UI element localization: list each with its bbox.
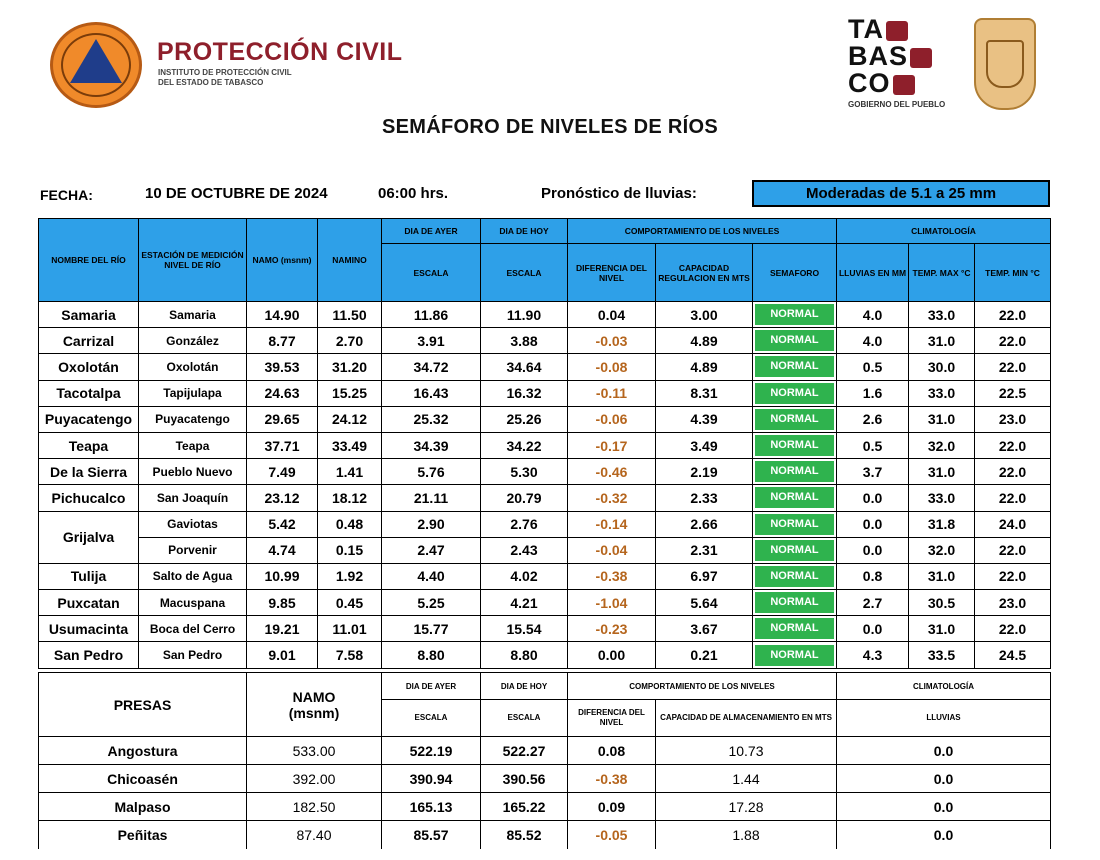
presa-escala-hoy-value: 165.22 (481, 793, 568, 821)
fecha-date: 10 DE OCTUBRE DE 2024 (145, 185, 328, 202)
diferencia-value: -0.17 (568, 432, 656, 458)
namino-value: 11.50 (318, 302, 382, 328)
escala-ayer-value: 2.90 (382, 511, 481, 537)
diferencia-value: -0.11 (568, 380, 656, 406)
lluvia-value: 4.0 (837, 302, 909, 328)
col-escala-hoy: ESCALA (481, 244, 568, 302)
semaforo-cell (753, 354, 837, 380)
forecast-label: Pronóstico de lluvias: (541, 185, 697, 202)
river-name: Usumacinta (39, 616, 139, 642)
namo-value: 29.65 (247, 406, 318, 432)
presa-namo-value: 87.40 (247, 821, 382, 849)
namo-value: 24.63 (247, 380, 318, 406)
diferencia-value: -0.08 (568, 354, 656, 380)
lluvia-value: 0.0 (837, 616, 909, 642)
presas-body (39, 737, 1051, 849)
temp-max-value: 31.0 (909, 406, 975, 432)
namino-value: 1.41 (318, 459, 382, 485)
presa-capacidad-value: 10.73 (656, 737, 837, 765)
temp-max-value: 33.0 (909, 302, 975, 328)
col-lluvias: LLUVIAS EN MM (837, 244, 909, 302)
diferencia-value: -0.14 (568, 511, 656, 537)
semaforo-cell (753, 328, 837, 354)
temp-min-value: 22.0 (975, 459, 1051, 485)
lluvia-value: 0.0 (837, 511, 909, 537)
table-row (39, 511, 1051, 537)
table-row (39, 590, 1051, 616)
presas-col-capacidad: CAPACIDAD DE ALMACENAMIENTO EN MTS (656, 700, 837, 737)
lluvia-value: 0.5 (837, 354, 909, 380)
namino-value: 2.70 (318, 328, 382, 354)
col-temp-max: TEMP. MAX °C (909, 244, 975, 302)
presas-col-diferencia: DIFERENCIA DEL NIVEL (568, 700, 656, 737)
namo-value: 9.01 (247, 642, 318, 668)
status-badge: NORMAL (755, 435, 834, 456)
presa-diferencia-value: -0.05 (568, 821, 656, 849)
status-badge: NORMAL (755, 487, 834, 508)
coat-of-arms-icon (974, 18, 1036, 110)
station-name: Samaria (139, 302, 247, 328)
escala-ayer-value: 8.80 (382, 642, 481, 668)
presa-diferencia-value: -0.38 (568, 765, 656, 793)
escala-hoy-value: 15.54 (481, 616, 568, 642)
temp-max-value: 33.0 (909, 380, 975, 406)
temp-min-value: 22.0 (975, 328, 1051, 354)
semaforo-cell (753, 537, 837, 563)
col-capacidad: CAPACIDAD REGULACION EN MTS (656, 244, 753, 302)
status-badge: NORMAL (755, 592, 834, 613)
status-badge: NORMAL (755, 566, 834, 587)
capacidad-value: 2.31 (656, 537, 753, 563)
escala-hoy-value: 3.88 (481, 328, 568, 354)
capacidad-value: 3.00 (656, 302, 753, 328)
col-nombre-rio: NOMBRE DEL RÍO (39, 219, 139, 302)
col-dia-hoy: DIA DE HOY (481, 219, 568, 244)
river-name: Samaria (39, 302, 139, 328)
col-estacion: ESTACIÓN DE MEDICIÓN NIVEL DE RÍO (139, 219, 247, 302)
presa-escala-ayer-value: 165.13 (382, 793, 481, 821)
namino-value: 0.15 (318, 537, 382, 563)
station-name: San Joaquín (139, 485, 247, 511)
temp-max-value: 32.0 (909, 432, 975, 458)
col-semaforo: SEMAFORO (753, 244, 837, 302)
presa-lluvia-value: 0.0 (837, 793, 1051, 821)
capacidad-value: 0.21 (656, 642, 753, 668)
diferencia-value: 0.00 (568, 642, 656, 668)
lluvia-value: 0.0 (837, 485, 909, 511)
gov-tagline: GOBIERNO DEL PUEBLO (848, 100, 946, 109)
escala-ayer-value: 5.25 (382, 590, 481, 616)
presas-header-row-1 (39, 673, 1051, 700)
col-diferencia: DIFERENCIA DEL NIVEL (568, 244, 656, 302)
presa-namo-value: 182.50 (247, 793, 382, 821)
escala-hoy-value: 8.80 (481, 642, 568, 668)
col-comportamiento: COMPORTAMIENTO DE LOS NIVELES (568, 219, 837, 244)
diferencia-value: 0.04 (568, 302, 656, 328)
river-name: Pichucalco (39, 485, 139, 511)
lluvia-value: 2.7 (837, 590, 909, 616)
diferencia-value: -0.04 (568, 537, 656, 563)
rivers-table (38, 218, 1051, 669)
river-name: Teapa (39, 432, 139, 458)
presas-col-dia-hoy: DIA DE HOY (481, 673, 568, 700)
forecast-value: Moderadas de 5.1 a 25 mm (752, 180, 1050, 207)
table-row (39, 406, 1051, 432)
presas-col-namo: NAMO (msnm) (247, 673, 382, 737)
table-row (39, 485, 1051, 511)
escala-ayer-value: 5.76 (382, 459, 481, 485)
temp-min-value: 22.0 (975, 485, 1051, 511)
capacidad-value: 4.89 (656, 354, 753, 380)
temp-max-value: 31.8 (909, 511, 975, 537)
river-name: Puxcatan (39, 590, 139, 616)
namo-value: 14.90 (247, 302, 318, 328)
escala-ayer-value: 34.72 (382, 354, 481, 380)
river-name: Puyacatengo (39, 406, 139, 432)
station-name: San Pedro (139, 642, 247, 668)
presa-name: Malpaso (39, 793, 247, 821)
station-name: Salto de Agua (139, 563, 247, 589)
station-name: Porvenir (139, 537, 247, 563)
lluvia-value: 2.6 (837, 406, 909, 432)
semaforo-cell (753, 511, 837, 537)
temp-max-value: 30.5 (909, 590, 975, 616)
presa-lluvia-value: 0.0 (837, 821, 1051, 849)
temp-max-value: 33.5 (909, 642, 975, 668)
temp-min-value: 23.0 (975, 590, 1051, 616)
namo-value: 37.71 (247, 432, 318, 458)
temp-min-value: 24.5 (975, 642, 1051, 668)
presas-col-comportamiento: COMPORTAMIENTO DE LOS NIVELES (568, 673, 837, 700)
presa-escala-hoy-value: 85.52 (481, 821, 568, 849)
temp-min-value: 22.0 (975, 302, 1051, 328)
lluvia-value: 4.3 (837, 642, 909, 668)
station-name: Tapijulapa (139, 380, 247, 406)
status-badge: NORMAL (755, 383, 834, 404)
river-name: Carrizal (39, 328, 139, 354)
presa-escala-ayer-value: 522.19 (382, 737, 481, 765)
diferencia-value: -0.38 (568, 563, 656, 589)
date-forecast-row (38, 180, 1050, 208)
lluvia-value: 3.7 (837, 459, 909, 485)
col-escala-ayer: ESCALA (382, 244, 481, 302)
escala-ayer-value: 25.32 (382, 406, 481, 432)
table-row (39, 793, 1051, 821)
presa-escala-ayer-value: 390.94 (382, 765, 481, 793)
rivers-body (39, 302, 1051, 669)
temp-min-value: 22.0 (975, 537, 1051, 563)
table-row (39, 537, 1051, 563)
fecha-time: 06:00 hrs. (378, 185, 449, 202)
station-name: Teapa (139, 432, 247, 458)
namino-value: 31.20 (318, 354, 382, 380)
org-subtitle-2: DEL ESTADO DE TABASCO (158, 78, 264, 87)
presa-lluvia-value: 0.0 (837, 737, 1051, 765)
table-row (39, 302, 1051, 328)
temp-max-value: 32.0 (909, 537, 975, 563)
lluvia-value: 0.8 (837, 563, 909, 589)
presa-diferencia-value: 0.08 (568, 737, 656, 765)
table-row (39, 432, 1051, 458)
namino-value: 7.58 (318, 642, 382, 668)
presas-col-escala-ayer: ESCALA (382, 700, 481, 737)
presa-diferencia-value: 0.09 (568, 793, 656, 821)
temp-min-value: 22.0 (975, 432, 1051, 458)
fecha-label: FECHA: (40, 187, 93, 203)
river-name: Oxolotán (39, 354, 139, 380)
capacidad-value: 2.19 (656, 459, 753, 485)
escala-ayer-value: 16.43 (382, 380, 481, 406)
diferencia-value: -0.03 (568, 328, 656, 354)
escala-hoy-value: 4.21 (481, 590, 568, 616)
status-badge: NORMAL (755, 304, 834, 325)
namo-value: 4.74 (247, 537, 318, 563)
proteccion-civil-seal-icon (50, 22, 142, 108)
temp-max-value: 31.0 (909, 563, 975, 589)
temp-min-value: 22.0 (975, 616, 1051, 642)
status-badge: NORMAL (755, 461, 834, 482)
table-row (39, 328, 1051, 354)
col-namino: NAMINO (318, 219, 382, 302)
presa-escala-ayer-value: 85.57 (382, 821, 481, 849)
temp-max-value: 31.0 (909, 616, 975, 642)
diferencia-value: -1.04 (568, 590, 656, 616)
table-row (39, 459, 1051, 485)
semaforo-cell (753, 406, 837, 432)
org-title: PROTECCIÓN CIVIL (157, 38, 403, 66)
station-name: Puyacatengo (139, 406, 247, 432)
table-row (39, 821, 1051, 849)
table-row (39, 563, 1051, 589)
col-temp-min: TEMP. MIN °C (975, 244, 1051, 302)
col-climatologia: CLIMATOLOGÍA (837, 219, 1051, 244)
status-badge: NORMAL (755, 618, 834, 639)
table-row (39, 354, 1051, 380)
semaforo-cell (753, 459, 837, 485)
escala-hoy-value: 16.32 (481, 380, 568, 406)
namino-value: 0.45 (318, 590, 382, 616)
escala-hoy-value: 2.76 (481, 511, 568, 537)
temp-min-value: 22.5 (975, 380, 1051, 406)
namo-value: 23.12 (247, 485, 318, 511)
temp-max-value: 30.0 (909, 354, 975, 380)
temp-min-value: 22.0 (975, 563, 1051, 589)
presa-escala-hoy-value: 390.56 (481, 765, 568, 793)
semaforo-cell (753, 485, 837, 511)
presas-col-climatologia: CLIMATOLOGÍA (837, 673, 1051, 700)
presa-name: Angostura (39, 737, 247, 765)
escala-hoy-value: 20.79 (481, 485, 568, 511)
river-name: Tacotalpa (39, 380, 139, 406)
namo-value: 10.99 (247, 563, 318, 589)
escala-ayer-value: 15.77 (382, 616, 481, 642)
status-badge: NORMAL (755, 409, 834, 430)
namino-value: 0.48 (318, 511, 382, 537)
namo-value: 19.21 (247, 616, 318, 642)
station-name: González (139, 328, 247, 354)
lluvia-value: 0.5 (837, 432, 909, 458)
lluvia-value: 4.0 (837, 328, 909, 354)
namo-value: 39.53 (247, 354, 318, 380)
status-badge: NORMAL (755, 645, 834, 666)
presas-col-dia-ayer: DIA DE AYER (382, 673, 481, 700)
escala-ayer-value: 11.86 (382, 302, 481, 328)
escala-hoy-value: 25.26 (481, 406, 568, 432)
escala-ayer-value: 4.40 (382, 563, 481, 589)
temp-min-value: 24.0 (975, 511, 1051, 537)
diferencia-value: -0.06 (568, 406, 656, 432)
presas-col-lluvias: LLUVIAS (837, 700, 1051, 737)
semaforo-cell (753, 302, 837, 328)
semaforo-cell (753, 590, 837, 616)
capacidad-value: 6.97 (656, 563, 753, 589)
org-subtitle-1: INSTITUTO DE PROTECCIÓN CIVIL (158, 68, 292, 77)
escala-hoy-value: 34.22 (481, 432, 568, 458)
escala-hoy-value: 2.43 (481, 537, 568, 563)
capacidad-value: 5.64 (656, 590, 753, 616)
river-name: Tulija (39, 563, 139, 589)
page-title: SEMÁFORO DE NIVELES DE RÍOS (382, 116, 718, 138)
rivers-header-row-1 (39, 219, 1051, 244)
escala-hoy-value: 11.90 (481, 302, 568, 328)
namino-value: 15.25 (318, 380, 382, 406)
river-name: San Pedro (39, 642, 139, 668)
namino-value: 33.49 (318, 432, 382, 458)
capacidad-value: 3.67 (656, 616, 753, 642)
col-namo: NAMO (msnm) (247, 219, 318, 302)
document-header (0, 0, 1100, 120)
status-badge: NORMAL (755, 514, 834, 535)
semaforo-cell (753, 563, 837, 589)
temp-max-value: 33.0 (909, 485, 975, 511)
capacidad-value: 4.89 (656, 328, 753, 354)
escala-hoy-value: 4.02 (481, 563, 568, 589)
escala-ayer-value: 2.47 (382, 537, 481, 563)
escala-hoy-value: 5.30 (481, 459, 568, 485)
station-name: Oxolotán (139, 354, 247, 380)
escala-hoy-value: 34.64 (481, 354, 568, 380)
namo-value: 9.85 (247, 590, 318, 616)
presa-escala-hoy-value: 522.27 (481, 737, 568, 765)
capacidad-value: 2.33 (656, 485, 753, 511)
capacidad-value: 3.49 (656, 432, 753, 458)
station-name: Pueblo Nuevo (139, 459, 247, 485)
presa-name: Chicoasén (39, 765, 247, 793)
namo-value: 8.77 (247, 328, 318, 354)
status-badge: NORMAL (755, 540, 834, 561)
semaforo-cell (753, 616, 837, 642)
presa-capacidad-value: 1.44 (656, 765, 837, 793)
temp-max-value: 31.0 (909, 459, 975, 485)
presa-name: Peñitas (39, 821, 247, 849)
semaforo-cell (753, 642, 837, 668)
table-row (39, 737, 1051, 765)
river-name: De la Sierra (39, 459, 139, 485)
table-row (39, 765, 1051, 793)
status-badge: NORMAL (755, 356, 834, 377)
semaforo-cell (753, 380, 837, 406)
station-name: Gaviotas (139, 511, 247, 537)
escala-ayer-value: 3.91 (382, 328, 481, 354)
table-row (39, 380, 1051, 406)
namo-value: 7.49 (247, 459, 318, 485)
temp-min-value: 23.0 (975, 406, 1051, 432)
namino-value: 18.12 (318, 485, 382, 511)
escala-ayer-value: 34.39 (382, 432, 481, 458)
diferencia-value: -0.32 (568, 485, 656, 511)
presa-capacidad-value: 1.88 (656, 821, 837, 849)
presa-namo-value: 392.00 (247, 765, 382, 793)
presa-lluvia-value: 0.0 (837, 765, 1051, 793)
tabasco-government-logo: TA BAS CO GOBIERNO DEL PUEBLO (848, 16, 948, 112)
lluvia-value: 1.6 (837, 380, 909, 406)
station-name: Macuspana (139, 590, 247, 616)
status-badge: NORMAL (755, 330, 834, 351)
diferencia-value: -0.46 (568, 459, 656, 485)
presas-col-name: PRESAS (39, 673, 247, 737)
station-name: Boca del Cerro (139, 616, 247, 642)
presas-table (38, 672, 1051, 849)
escala-ayer-value: 21.11 (382, 485, 481, 511)
presas-col-escala-hoy: ESCALA (481, 700, 568, 737)
semaforo-cell (753, 432, 837, 458)
river-name: Grijalva (39, 511, 139, 563)
lluvia-value: 0.0 (837, 537, 909, 563)
namino-value: 24.12 (318, 406, 382, 432)
namo-value: 5.42 (247, 511, 318, 537)
namino-value: 11.01 (318, 616, 382, 642)
presa-capacidad-value: 17.28 (656, 793, 837, 821)
capacidad-value: 4.39 (656, 406, 753, 432)
capacidad-value: 2.66 (656, 511, 753, 537)
diferencia-value: -0.23 (568, 616, 656, 642)
namino-value: 1.92 (318, 563, 382, 589)
capacidad-value: 8.31 (656, 380, 753, 406)
temp-min-value: 22.0 (975, 354, 1051, 380)
col-dia-ayer: DIA DE AYER (382, 219, 481, 244)
temp-max-value: 31.0 (909, 328, 975, 354)
table-row (39, 616, 1051, 642)
table-row (39, 642, 1051, 668)
presa-namo-value: 533.00 (247, 737, 382, 765)
